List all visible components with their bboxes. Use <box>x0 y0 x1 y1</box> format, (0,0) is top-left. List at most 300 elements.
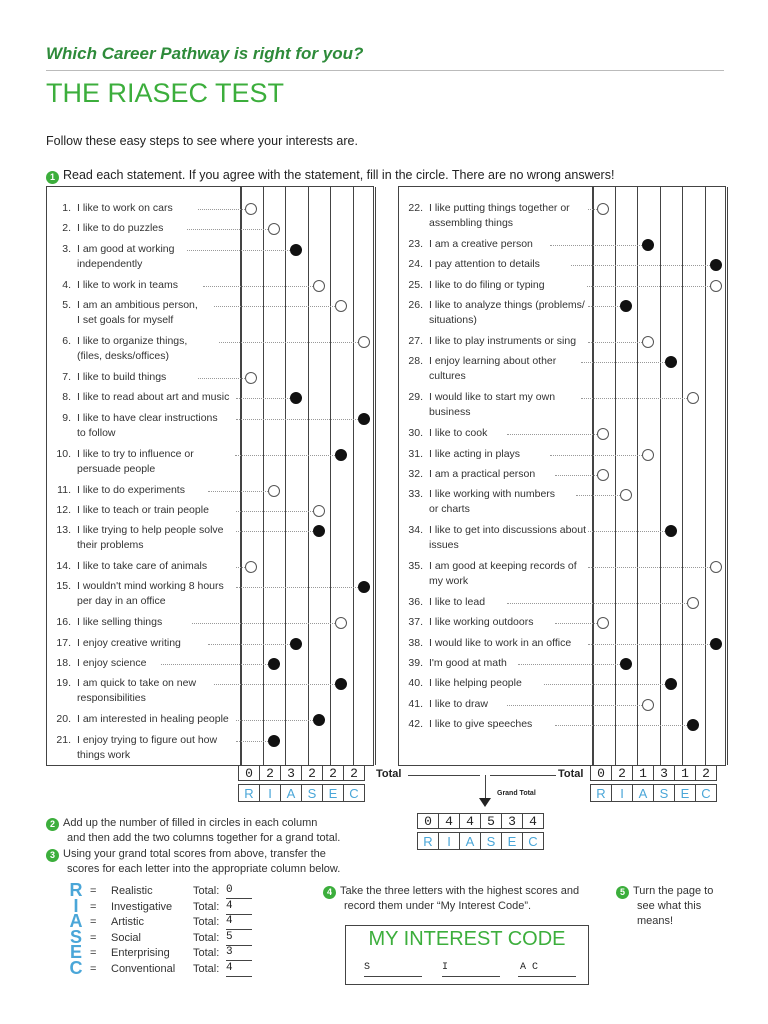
step-5-instruction <box>616 884 713 929</box>
grand-total-arrow-head <box>479 798 491 807</box>
statement-line-1: I like to do filing or typing <box>429 278 545 291</box>
statement-line-2: per day in an office <box>77 595 166 608</box>
statement-text <box>77 503 209 518</box>
statement-number: 39. <box>408 657 423 669</box>
step-1-number: 1 <box>46 171 59 184</box>
answer-bubble[interactable] <box>268 485 280 497</box>
dotted-leader <box>550 245 643 246</box>
answer-bubble[interactable] <box>687 392 699 404</box>
letter-cell: E <box>674 784 696 802</box>
statement-text <box>429 697 488 712</box>
legend-total-value[interactable]: 3 <box>226 946 252 961</box>
dotted-leader <box>544 684 664 685</box>
column-divider <box>330 187 331 765</box>
answer-bubble[interactable] <box>245 372 257 384</box>
statement-text <box>77 656 146 671</box>
answer-bubble-filled[interactable] <box>710 638 722 650</box>
column-divider <box>375 187 376 765</box>
dotted-leader <box>236 567 245 568</box>
dotted-leader <box>236 531 313 532</box>
dotted-leader <box>588 342 642 343</box>
statement-number: 20. <box>56 713 71 726</box>
letter-cell: I <box>259 784 281 802</box>
score-cell[interactable]: 3 <box>653 765 675 781</box>
legend-letter: S <box>69 926 82 947</box>
interest-code-box <box>345 925 589 985</box>
score-cell[interactable]: 2 <box>611 765 633 781</box>
answer-bubble-filled[interactable] <box>665 356 677 368</box>
statement-text <box>77 334 187 364</box>
dotted-leader <box>161 664 268 665</box>
statement-line-1: I like to do experiments <box>77 483 185 496</box>
dotted-leader <box>192 623 335 624</box>
answer-bubble-filled[interactable] <box>665 678 677 690</box>
statement-line-1: I like to give speeches <box>429 717 533 730</box>
step-4-line-2: record them under “My Interest Code”. <box>344 900 532 912</box>
statement-line-1: I like to take care of animals <box>77 560 208 573</box>
dotted-leader <box>588 644 710 645</box>
answer-bubble-filled[interactable] <box>335 678 347 690</box>
dotted-leader <box>219 342 358 343</box>
score-cell[interactable]: 1 <box>674 765 696 781</box>
interest-code-slot-3[interactable]: A C <box>518 962 576 977</box>
statement-text <box>429 334 576 349</box>
statement-text <box>429 656 507 671</box>
step-2-number: 2 <box>46 818 59 831</box>
statement-number: 8. <box>62 391 71 404</box>
statement-text <box>429 354 556 384</box>
statement-line-1: I like to cook <box>429 427 488 440</box>
statement-number: 34. <box>408 524 423 537</box>
legend-total-label: Total: <box>193 885 220 897</box>
dotted-leader <box>236 720 313 721</box>
statement-number: 15. <box>56 580 71 593</box>
step-2-line-2: and then add the two columns together for a grand total. <box>67 832 341 844</box>
grand-totals <box>418 813 544 829</box>
answer-bubble[interactable] <box>245 561 257 573</box>
letters-right <box>591 784 717 802</box>
statement-text <box>429 447 520 462</box>
dotted-leader <box>581 398 687 399</box>
statement-line-2: independently <box>77 257 143 270</box>
statement-line-1: I am a practical person <box>429 467 536 480</box>
statement-number: 2. <box>62 222 71 235</box>
column-divider <box>727 187 728 765</box>
dotted-leader <box>198 209 246 210</box>
statement-line-2: I set goals for myself <box>77 313 174 326</box>
dotted-leader <box>555 725 687 726</box>
statement-line-2: issues <box>429 539 459 552</box>
statement-line-1: I am a creative person <box>429 238 533 250</box>
statement-text <box>77 483 185 498</box>
letter-cell: C <box>695 784 717 802</box>
statement-line-1: I pay attention to details <box>429 258 540 271</box>
step-3-instruction <box>46 847 340 877</box>
answer-bubble[interactable] <box>597 203 609 215</box>
dotted-leader <box>507 434 597 435</box>
dotted-leader <box>518 664 620 665</box>
score-cell[interactable]: 0 <box>590 765 612 781</box>
statement-text <box>77 242 174 272</box>
step-4-instruction <box>323 884 579 914</box>
statement-text <box>429 298 585 328</box>
statement-text <box>77 447 194 477</box>
statement-number: 11. <box>57 483 71 496</box>
statement-text <box>77 298 198 328</box>
legend-total-value[interactable]: 4 <box>226 900 252 915</box>
dotted-leader <box>576 495 620 496</box>
statement-line-1: I like to teach or train people <box>77 503 209 516</box>
letter-cell: R <box>238 784 260 802</box>
letter-cell: C <box>343 784 365 802</box>
statement-number: 29. <box>408 391 423 404</box>
dotted-leader <box>236 398 290 399</box>
answer-bubble[interactable] <box>710 280 722 292</box>
legend-total-label: Total: <box>193 963 220 975</box>
answer-bubble[interactable] <box>620 489 632 501</box>
legend-total-label: Total: <box>193 900 220 913</box>
statement-text <box>77 636 181 651</box>
legend-equals: = <box>90 900 97 913</box>
letter-cell: E <box>322 784 344 802</box>
legend-total-label: Total: <box>193 947 220 960</box>
dotted-leader <box>236 511 313 512</box>
statement-line-1: I enjoy science <box>77 657 147 669</box>
step-4-line-1: Take the three letters with the highest scores and <box>340 885 580 897</box>
statement-number: 14. <box>56 560 71 573</box>
legend-type-name: Conventional <box>111 963 176 975</box>
statement-text <box>429 615 533 630</box>
statement-text <box>429 426 487 441</box>
statement-text <box>77 712 229 727</box>
column-divider <box>285 187 286 765</box>
statement-text <box>429 257 540 272</box>
legend-letter: I <box>73 895 79 916</box>
dotted-leader <box>187 229 268 230</box>
answer-bubble[interactable] <box>335 617 347 629</box>
dotted-leader <box>236 741 268 742</box>
statement-line-1: I like to play instruments or sing <box>429 334 577 347</box>
statement-line-1: I would like to work in an office <box>429 636 572 649</box>
legend-total-label: Total: <box>193 916 220 929</box>
dotted-leader <box>208 491 268 492</box>
answer-bubble-filled[interactable] <box>665 525 677 537</box>
statement-number: 7. <box>62 370 71 383</box>
statement-text <box>77 615 162 630</box>
dotted-leader <box>203 286 313 287</box>
letter-cell: S <box>480 832 502 850</box>
letter-cell: E <box>501 832 523 850</box>
legend-letter: C <box>69 958 83 978</box>
statement-line-1: I am quick to take on new <box>77 677 197 690</box>
score-cell[interactable]: 2 <box>259 765 281 781</box>
statement-line-2: situations) <box>429 313 477 326</box>
statement-line-1: I like trying to help people solve <box>77 524 224 537</box>
statement-number: 33. <box>408 488 423 501</box>
letters-left <box>239 784 365 802</box>
statement-number: 26. <box>408 298 423 311</box>
legend-type-name: Artistic <box>111 916 144 929</box>
answer-bubble[interactable] <box>597 617 609 629</box>
dotted-leader <box>507 603 687 604</box>
legend-total-value[interactable]: 5 <box>226 931 252 946</box>
statement-number: 38. <box>408 636 423 649</box>
statement-number: 28. <box>408 355 423 368</box>
step-2-line-1: Add up the number of filled in circles in each column <box>63 817 318 829</box>
step-1-instruction <box>46 168 614 184</box>
answer-bubble-filled[interactable] <box>358 581 370 593</box>
statement-number: 9. <box>62 411 71 424</box>
statement-number: 30. <box>408 427 423 440</box>
answer-bubble[interactable] <box>710 561 722 573</box>
score-cell[interactable]: 3 <box>280 765 302 781</box>
answer-bubble-filled[interactable] <box>268 735 280 747</box>
step-2-instruction <box>46 816 340 846</box>
statement-number: 22. <box>408 202 423 214</box>
statement-line-1: I like to do puzzles <box>77 222 164 235</box>
statement-line-2: business <box>429 406 471 419</box>
interest-code-title: MY INTEREST CODE <box>368 928 566 950</box>
statement-number: 12. <box>56 503 71 516</box>
statement-line-2: to follow <box>77 426 116 439</box>
answer-bubble[interactable] <box>335 300 347 312</box>
grand-letters <box>418 832 544 850</box>
answer-bubble[interactable] <box>687 597 699 609</box>
page-title: THE RIASEC TEST <box>46 78 285 108</box>
statement-text <box>77 559 207 574</box>
totals-right <box>591 765 717 781</box>
score-cell[interactable]: 2 <box>322 765 344 781</box>
statement-text <box>429 487 555 517</box>
header-divider <box>46 70 724 71</box>
letter-cell: A <box>632 784 654 802</box>
grand-score-cell[interactable]: 4 <box>438 813 460 829</box>
answer-bubble-filled[interactable] <box>687 719 699 731</box>
statement-line-2: responsibilities <box>77 692 146 705</box>
answer-bubble-filled[interactable] <box>335 449 347 461</box>
total-connector-left <box>408 775 480 776</box>
column-divider <box>592 187 594 765</box>
statement-number: 32. <box>408 467 423 480</box>
answer-bubble[interactable] <box>358 336 370 348</box>
grand-score-cell[interactable]: 4 <box>522 813 544 829</box>
dotted-leader <box>236 587 358 588</box>
statement-text <box>429 237 533 252</box>
statement-number: 17. <box>56 636 71 649</box>
letter-cell: S <box>301 784 323 802</box>
statement-text <box>429 636 571 651</box>
statement-text <box>429 201 570 231</box>
legend-equals: = <box>90 885 97 897</box>
step-3-number: 3 <box>46 849 59 862</box>
statement-number: 18. <box>56 657 71 669</box>
letter-cell: C <box>522 832 544 850</box>
answer-bubble[interactable] <box>597 428 609 440</box>
statement-text <box>77 221 163 236</box>
statement-line-2: (files, desks/offices) <box>77 349 170 362</box>
statement-text <box>429 676 522 691</box>
legend-equals: = <box>90 931 97 944</box>
statement-number: 35. <box>408 560 423 573</box>
answer-bubble[interactable] <box>268 223 280 235</box>
statement-number: 36. <box>408 596 423 609</box>
step-4-number: 4 <box>323 886 336 899</box>
column-divider <box>240 187 242 765</box>
total-connector-right <box>490 775 556 776</box>
statement-line-1: I like to read about art and music <box>77 391 230 404</box>
answer-bubble-filled[interactable] <box>710 259 722 271</box>
step-5-number: 5 <box>616 886 629 899</box>
statement-line-1: I like to get into discussions about <box>429 524 587 537</box>
statement-line-1: I like selling things <box>77 616 163 629</box>
dotted-leader <box>555 623 597 624</box>
statement-text <box>429 523 586 553</box>
answer-bubble[interactable] <box>642 336 654 348</box>
statement-line-1: I like to work on cars <box>77 202 173 214</box>
answer-bubble[interactable] <box>313 280 325 292</box>
dotted-leader <box>208 644 290 645</box>
step-3-line-2: scores for each letter into the appropriate column below. <box>67 863 341 875</box>
statement-number: 6. <box>62 334 71 347</box>
statement-line-1: I like helping people <box>429 677 522 690</box>
statement-line-1: I like to draw <box>429 697 488 710</box>
statement-number: 40. <box>408 677 423 690</box>
answer-bubble-filled[interactable] <box>290 244 302 256</box>
statement-line-1: I enjoy learning about other <box>429 355 557 368</box>
letter-cell: A <box>459 832 481 850</box>
statement-line-1: I like to try to influence or <box>77 447 194 460</box>
statement-line-1: I'm good at math <box>429 657 507 669</box>
answer-bubble[interactable] <box>313 505 325 517</box>
dotted-leader <box>198 378 246 379</box>
interest-code-slot-2[interactable]: I <box>442 962 500 977</box>
total-label-right: Total <box>558 768 584 780</box>
answer-bubble-filled[interactable] <box>313 525 325 537</box>
score-cell[interactable]: 1 <box>632 765 654 781</box>
grand-score-cell[interactable]: 0 <box>417 813 439 829</box>
legend-equals: = <box>90 963 97 975</box>
interest-code-slot-1[interactable]: S <box>364 962 422 977</box>
statement-number: 1. <box>62 202 71 214</box>
answer-bubble-filled[interactable] <box>620 658 632 670</box>
answer-bubble-filled[interactable] <box>313 714 325 726</box>
step-5-line-2: see what this <box>637 900 702 912</box>
answer-bubble[interactable] <box>642 449 654 461</box>
statement-number: 31. <box>408 447 423 460</box>
statement-line-1: I enjoy trying to figure out how <box>77 733 218 746</box>
score-cell[interactable]: 0 <box>238 765 260 781</box>
answer-bubble[interactable] <box>597 469 609 481</box>
dotted-leader <box>588 209 597 210</box>
column-divider <box>682 187 683 765</box>
dotted-leader <box>550 455 643 456</box>
column-divider <box>705 187 706 765</box>
dotted-leader <box>236 419 358 420</box>
answer-bubble-filled[interactable] <box>358 413 370 425</box>
statement-text <box>429 467 535 482</box>
column-divider <box>353 187 354 765</box>
statement-line-1: I would like to start my own <box>429 391 556 404</box>
dotted-leader <box>571 265 710 266</box>
letter-cell: A <box>280 784 302 802</box>
grand-score-cell[interactable]: 4 <box>459 813 481 829</box>
statement-line-1: I am interested in healing people <box>77 713 229 726</box>
statement-number: 25. <box>408 278 423 291</box>
statement-text <box>77 523 224 553</box>
statement-number: 42. <box>408 717 423 730</box>
statement-text <box>429 559 577 589</box>
legend-total-value[interactable]: 4 <box>226 962 252 977</box>
legend-total-value[interactable]: 0 <box>226 884 252 899</box>
legend-total-value[interactable]: 4 <box>226 915 252 930</box>
statement-text <box>429 717 532 732</box>
legend-type-name: Enterprising <box>111 947 170 960</box>
statement-line-1: I am good at keeping records of <box>429 560 577 573</box>
statement-line-2: cultures <box>429 370 466 383</box>
statement-number: 3. <box>62 242 71 255</box>
statement-line-1: I like to organize things, <box>77 334 188 347</box>
statement-number: 16. <box>56 616 71 629</box>
page-subtitle: Which Career Pathway is right for you? <box>46 44 364 63</box>
statement-line-1: I am good at working <box>77 242 175 255</box>
statement-number: 13. <box>56 524 71 537</box>
statement-text <box>77 370 166 385</box>
column-divider <box>263 187 264 765</box>
dotted-leader <box>187 250 290 251</box>
dotted-leader <box>235 455 336 456</box>
statement-text <box>77 733 217 763</box>
legend-letter: A <box>69 911 83 932</box>
totals-left <box>239 765 365 781</box>
statement-line-1: I like to analyze things (problems/ <box>429 298 585 311</box>
statement-text <box>429 278 545 293</box>
answer-bubble[interactable] <box>245 203 257 215</box>
legend-equals: = <box>90 916 97 929</box>
dotted-leader <box>214 684 336 685</box>
dotted-leader <box>588 567 710 568</box>
total-label-left: Total <box>376 768 402 780</box>
answer-bubble-filled[interactable] <box>620 300 632 312</box>
dotted-leader <box>588 306 620 307</box>
questions-panel-left <box>46 186 374 766</box>
legend-letter: R <box>69 880 83 900</box>
statement-line-1: I like acting in plays <box>429 447 521 460</box>
answer-bubble-filled[interactable] <box>642 239 654 251</box>
answer-bubble-filled[interactable] <box>290 638 302 650</box>
answer-bubble[interactable] <box>642 699 654 711</box>
score-cell[interactable]: 2 <box>301 765 323 781</box>
statement-number: 24. <box>408 258 423 271</box>
statement-text <box>77 676 196 706</box>
statement-text <box>429 390 555 420</box>
step-5-line-3: means! <box>637 915 674 927</box>
score-cell[interactable]: 2 <box>695 765 717 781</box>
statement-line-1: I like working outdoors <box>429 616 534 629</box>
statement-number: 4. <box>62 278 71 291</box>
answer-bubble-filled[interactable] <box>290 392 302 404</box>
letter-cell: S <box>653 784 675 802</box>
statement-number: 23. <box>408 238 423 250</box>
statement-text <box>77 278 178 293</box>
statement-line-1: I like to lead <box>429 596 486 609</box>
grand-score-cell[interactable]: 3 <box>501 813 523 829</box>
letter-cell: R <box>417 832 439 850</box>
score-cell[interactable]: 2 <box>343 765 365 781</box>
statement-line-1: I enjoy creative writing <box>77 636 181 649</box>
statement-number: 10. <box>56 447 71 460</box>
answer-bubble-filled[interactable] <box>268 658 280 670</box>
grand-score-cell[interactable]: 5 <box>480 813 502 829</box>
